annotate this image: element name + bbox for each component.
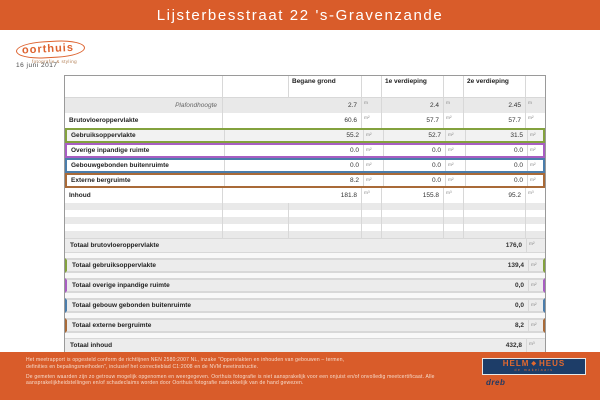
column-header-2e-verdieping: 2e verdieping bbox=[464, 76, 526, 97]
cell-unit: m³ bbox=[444, 188, 464, 203]
cell-unit: m² bbox=[530, 133, 536, 138]
cell-value: 0.0 bbox=[466, 145, 528, 156]
cell-value: 2.45 bbox=[464, 98, 526, 113]
table-row-inhoud bbox=[65, 188, 545, 203]
cell-value: 55.2 bbox=[291, 130, 364, 141]
row-label: Overige inpandige ruimte bbox=[67, 145, 225, 156]
total-label: Totaal brutovloeroppervlakte bbox=[70, 242, 160, 249]
cell-value: 0.0 bbox=[384, 160, 446, 171]
cell-unit: m bbox=[362, 98, 382, 113]
total-label: Totaal overige inpandige ruimte bbox=[72, 282, 170, 289]
cell-unit: m bbox=[444, 98, 464, 113]
cell-value: 95.2 bbox=[464, 188, 526, 203]
total-row-overige-inpandige-ruimte bbox=[65, 278, 545, 293]
cell-unit: m² bbox=[530, 178, 536, 183]
row-label: Plafondhoogte bbox=[65, 98, 223, 113]
cell-value: 60.6 bbox=[289, 113, 362, 128]
row-label: Externe bergruimte bbox=[67, 175, 225, 186]
cell-unit: m³ bbox=[528, 191, 534, 196]
total-row-gebruiksoppervlakte bbox=[65, 258, 545, 273]
footer-bar bbox=[0, 352, 600, 400]
measurement-table bbox=[64, 75, 546, 354]
table-row-gebouwgebonden-buitenruimte bbox=[65, 158, 545, 173]
cell-value: 57.7 bbox=[464, 113, 526, 128]
total-row-brutovloeroppervlakte bbox=[65, 238, 545, 253]
oorthuis-logo bbox=[16, 39, 85, 64]
footer-disclaimer-2: De gemeten waarden zijn zo getrouw mogelijk opgenomen en weergegeven. Oorthuis fotografie is niet aansprakelijk voor een onjuist en/of onvolledig meetcertificaat. Alle aansprakelijkheidstellingen en/of schadeclaims worden door Oorthuis fotografie nadrukkelijk van de hand gewezen. bbox=[26, 373, 435, 387]
partner-sub-logo: dreb bbox=[486, 378, 506, 387]
cell-unit: m² bbox=[444, 113, 464, 128]
cell-unit: m² bbox=[364, 175, 384, 186]
cell-unit: m² bbox=[446, 145, 466, 156]
partner-logo bbox=[482, 358, 586, 387]
total-value: 176,0 bbox=[459, 239, 527, 252]
cell-unit: m² bbox=[446, 175, 466, 186]
table-header-row bbox=[65, 76, 545, 98]
cell-value: 2.7 bbox=[289, 98, 362, 113]
spacer-row bbox=[65, 224, 545, 231]
cell-value: 0.0 bbox=[384, 145, 446, 156]
table-row-gebruiksoppervlakte bbox=[65, 128, 545, 143]
total-unit: m² bbox=[531, 283, 537, 288]
spacer-row bbox=[65, 231, 545, 238]
cell-unit: m² bbox=[530, 148, 536, 153]
cell-value: 181.8 bbox=[289, 188, 362, 203]
row-label: Gebruiksoppervlakte bbox=[67, 130, 225, 141]
table-row-externe-bergruimte bbox=[65, 173, 545, 188]
cell-value: 57.7 bbox=[382, 113, 444, 128]
total-label: Totaal inhoud bbox=[70, 342, 113, 349]
table-row-brutovloeroppervlakte bbox=[65, 113, 545, 128]
total-value: 0,0 bbox=[461, 280, 529, 291]
diamond-icon: ◆ bbox=[531, 360, 538, 367]
spacer-row bbox=[65, 203, 545, 210]
total-unit: m² bbox=[531, 303, 537, 308]
total-unit: m² bbox=[531, 323, 537, 328]
column-header-1e-verdieping: 1e verdieping bbox=[382, 76, 444, 97]
helm-heus-logo bbox=[482, 358, 586, 375]
footer-disclaimer-1: Het meetrapport is opgesteld conform de richtlijnen NEN 2580:2007 NL, inzake "Oppervlakten en inhouden van gebouwen – termen, definities en bepalingsmethoden", inclusief het correctieblad C1:2008 en de NVM meetinstructie. bbox=[26, 357, 345, 370]
cell-unit: m bbox=[528, 101, 532, 106]
spacer-row bbox=[65, 210, 545, 217]
cell-value: 0.0 bbox=[466, 175, 528, 186]
cell-unit: m² bbox=[530, 163, 536, 168]
row-label: Gebouwgebonden buitenruimte bbox=[67, 160, 225, 171]
cell-value: 155.8 bbox=[382, 188, 444, 203]
report-title-bar bbox=[0, 0, 600, 30]
report-date: 16 juni 2017 bbox=[16, 62, 58, 69]
cell-unit: m² bbox=[446, 130, 466, 141]
total-value: 139,4 bbox=[461, 260, 529, 271]
cell-value: 0.0 bbox=[291, 145, 364, 156]
total-unit: m² bbox=[529, 242, 535, 247]
table-row-plafondhoogte bbox=[65, 98, 545, 113]
cell-unit: m² bbox=[364, 130, 384, 141]
cell-value: 0.0 bbox=[291, 160, 364, 171]
spacer-row bbox=[65, 217, 545, 224]
total-row-inhoud bbox=[65, 338, 545, 353]
cell-value: 8.2 bbox=[291, 175, 364, 186]
total-unit: m² bbox=[531, 263, 537, 268]
header-empty-label bbox=[65, 76, 223, 97]
cell-unit: m² bbox=[362, 113, 382, 128]
cell-value: 0.0 bbox=[384, 175, 446, 186]
header-empty-gap bbox=[223, 76, 289, 97]
helm-heus-logo-text: HELM ◆ HEUS bbox=[502, 359, 566, 369]
total-row-gebouwgebonden-buitenruimte bbox=[65, 298, 545, 313]
total-row-externe-bergruimte bbox=[65, 318, 545, 333]
total-label: Totaal gebruiksoppervlakte bbox=[72, 262, 157, 269]
helm-heus-tagline: de makelaars bbox=[514, 368, 554, 373]
cell-unit: m² bbox=[364, 145, 384, 156]
row-label: Inhoud bbox=[65, 188, 223, 203]
cell-value: 0.0 bbox=[466, 160, 528, 171]
total-value: 8,2 bbox=[461, 320, 529, 331]
total-label: Totaal gebouw gebonden buitenruimte bbox=[72, 302, 192, 309]
cell-value: 31.5 bbox=[466, 130, 528, 141]
cell-unit: m² bbox=[364, 160, 384, 171]
total-unit: m³ bbox=[529, 342, 535, 347]
table-row-overige-inpandige-ruimte bbox=[65, 143, 545, 158]
total-label: Totaal externe bergruimte bbox=[72, 322, 152, 329]
cell-value: 2.4 bbox=[382, 98, 444, 113]
oorthuis-logo-tagline: fotografie & styling bbox=[32, 59, 78, 64]
cell-value: 52.7 bbox=[384, 130, 446, 141]
cell-unit: m² bbox=[446, 160, 466, 171]
row-label: Brutovloeroppervlakte bbox=[65, 113, 223, 128]
cell-unit: m² bbox=[528, 116, 534, 121]
cell-unit: m³ bbox=[362, 188, 382, 203]
total-value: 0,0 bbox=[461, 300, 529, 311]
page-title: Lijsterbesstraat 22 's-Gravenzande bbox=[156, 6, 444, 24]
total-value: 432,8 bbox=[459, 339, 527, 352]
column-header-begane-grond: Begane grond bbox=[289, 76, 362, 97]
oorthuis-logo-text: oorthuis bbox=[16, 39, 86, 60]
